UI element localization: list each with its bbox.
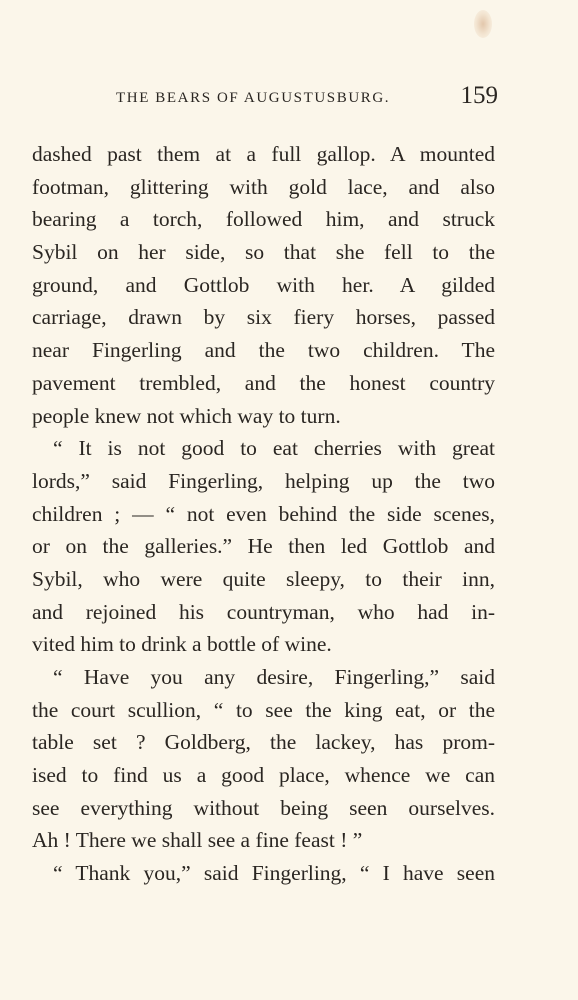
text-line: Ah ! There we shall see a fine feast ! ” bbox=[32, 828, 363, 853]
page-number: 159 bbox=[460, 82, 498, 109]
body-text bbox=[32, 138, 495, 890]
text-line: ised to find us a good place, whence we can bbox=[32, 763, 495, 788]
text-line: people knew not which way to turn. bbox=[32, 403, 341, 428]
text-line: “ It is not good to eat cherries with great bbox=[53, 436, 495, 461]
text-line: lords,” said Fingerling, helping up the two bbox=[32, 468, 495, 493]
paper-stain bbox=[474, 10, 492, 38]
text-line: see everything without being seen ourselves. bbox=[32, 795, 495, 820]
running-head bbox=[32, 82, 498, 114]
text-line: bearing a torch, followed him, and struck bbox=[32, 207, 495, 232]
text-line: ground, and Gottlob with her. A gilded bbox=[32, 272, 495, 297]
text-line: table set ? Goldberg, the lackey, has prom- bbox=[32, 730, 495, 755]
text-line: vited him to drink a bottle of wine. bbox=[32, 632, 332, 657]
text-line: Sybil, who were quite sleepy, to their inn, bbox=[32, 566, 495, 591]
text-line: pavement trembled, and the honest country bbox=[32, 370, 495, 395]
text-line: the court scullion, “ to see the king eat, or the bbox=[32, 697, 495, 722]
running-title: THE BEARS OF AUGUSTUSBURG. bbox=[116, 90, 391, 106]
text-line: or on the galleries.” He then led Gottlob and bbox=[32, 534, 495, 559]
text-line: and rejoined his countryman, who had in- bbox=[32, 599, 495, 624]
text-line: “ Thank you,” said Fingerling, “ I have seen bbox=[53, 861, 495, 886]
text-line: carriage, drawn by six fiery horses, passed bbox=[32, 305, 495, 330]
text-line: children ; — “ not even behind the side scenes, bbox=[32, 501, 495, 526]
text-line: “ Have you any desire, Fingerling,” said bbox=[53, 665, 495, 689]
text-line: Sybil on her side, so that she fell to the bbox=[32, 240, 495, 265]
text-line: footman, glittering with gold lace, and also bbox=[32, 174, 495, 199]
text-line: near Fingerling and the two children. The bbox=[32, 338, 495, 363]
text-line: dashed past them at a full gallop. A mounted bbox=[32, 142, 495, 166]
